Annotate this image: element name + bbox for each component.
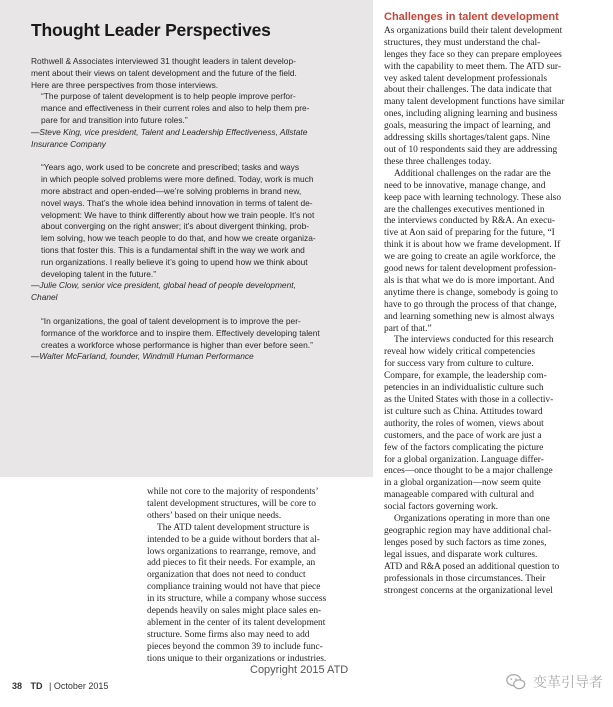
text-line: as the United States with those in a collectiv- [384,395,554,405]
text-line: intended to be a guide without borders that al- [147,534,320,545]
sidebar-attribution-3 [31,351,359,363]
left-paragraph-2 [147,523,362,666]
text-line: Chanel [31,292,58,303]
text-line: think it is about how we frame development. If [384,240,561,251]
text-line: als is that what we do is more important. And [384,275,555,286]
right-paragraph-2 [384,169,606,336]
text-line: organization that does not need to conduct [147,570,306,581]
text-line: few of the factors complicating the picture [384,442,544,453]
text-line: have to go through the process of that change, [384,299,557,310]
text-line: lenges they face so they can prepare employees [384,49,562,60]
text-line: Organizations operating in more than one [394,514,550,525]
text-line: pieces beyond the common 39 to include func- [147,641,323,652]
text-line: ATD and R&A posed an additional question to [384,561,560,572]
text-line: are the challenges executives mentioned in [384,204,545,215]
text-line: others’ based on their unique needs. [147,510,282,521]
text-line: tions unique to their organizations or industries. [147,653,327,664]
text-line: lenges posed by such factors as time zones, [384,537,547,548]
right-paragraph-1 [384,26,606,169]
text-line: in a global organization—now seem quite [384,478,541,489]
text-line: many talent development functions have similar [384,97,565,108]
text-line: Here are three perspectives from those interviews. [31,79,219,90]
right-paragraph-3 [384,335,606,514]
wechat-icon [505,671,527,693]
watermark [505,671,603,693]
text-line: “In organizations, the goal of talent development is to improve the per- [41,315,301,326]
text-line: authority, the roles of women, views about [384,418,544,429]
text-line: in its structure, while a company whose success [147,594,327,605]
text-line: —Steve King, vice president, Talent and Leadership Effectiveness, Allstate [31,126,308,137]
text-line: vey asked talent development professionals [384,73,547,84]
text-line: ment about their views on talent development and the future of the field. [31,67,297,78]
magazine-name: TD [30,681,43,691]
text-line: structures, they must understand the chal- [384,37,541,48]
sidebar-quote-1 [31,91,359,126]
text-line: depends heavily on sales might place sales en- [147,606,322,617]
sidebar-quote-3 [31,316,359,351]
text-line: Additional challenges on the radar are the [394,168,551,179]
text-line: formance of the workforce and to inspire them. Effectively developing talent [41,327,320,338]
text-line: about converging on the right answer; it’s about divergent thinking, prob- [41,221,310,232]
text-line: for a global organization. Language differ- [384,454,544,465]
text-line: petencies in an individualistic culture such [384,383,544,394]
text-line: geographic region may have additional chal- [384,525,552,536]
page-footer [12,681,108,691]
section-heading: Challenges in talent development [384,11,559,23]
text-line: velopment: We have to think differently about how we train people. It’s not [41,209,315,220]
text-line: reveal how widely critical competencies [384,347,535,358]
text-line: tive at Aon said of preparing for the future, “I [384,228,555,239]
text-line: anytime there is change, somebody is going to [384,287,558,298]
text-line: “Years ago, work used to be concrete and prescribed; tasks and ways [41,162,300,173]
text-line: As organizations build their talent development [384,25,563,36]
text-line: legal issues, and disparate work cultures. [384,549,538,560]
text-line: ablement in the center of its talent development [147,617,326,628]
text-line: professionals in those circumstances. Their [384,573,546,584]
sidebar-title: Thought Leader Perspectives [31,20,271,40]
text-line: ones, including aligning learning and business [384,109,558,120]
text-line: developing talent in the future.” [41,268,157,279]
thought-leader-sidebar [0,0,373,477]
text-line: these three challenges today. [384,156,492,167]
text-line: keep pace with learning technology. These also [384,192,562,203]
text-line: social factors governing work. [384,502,499,513]
text-line: need to be innovative, manage change, and [384,180,546,191]
text-line: good news for talent development profession- [384,264,557,275]
text-line: add pieces to fit their needs. For example, an [147,558,316,569]
text-line: The ATD talent development structure is [157,522,310,533]
right-paragraph-4 [384,514,606,597]
text-line: ences—once thought to be a major challenge [384,466,553,477]
right-column [384,12,606,597]
text-line: manageable compared with cultural and [384,490,534,501]
text-line: The interviews conducted for this research [394,335,554,346]
sidebar-intro [31,56,359,91]
text-line: Insurance Company [31,138,106,149]
text-line: run organizations. I really believe it’s going to upend how we think about [41,256,308,267]
sidebar-body [31,56,359,363]
sidebar-attribution-1 [31,127,359,151]
sidebar-attribution-2 [31,280,359,304]
sidebar-quote-2 [31,162,359,280]
text-line: structure. Some firms also may need to add [147,629,310,640]
copyright-notice: Copyright 2015 ATD [250,664,349,676]
text-line: and learning something new is almost always [384,311,555,322]
text-line: novel ways. That’s the whole idea behind innovation in terms of talent de- [41,197,313,208]
text-line: about their challenges. The data indicate that [384,85,552,96]
text-line: the interviews conducted by R&A. An execu- [384,216,556,227]
text-line: lem solving, how we teach people to do that, and how we create organiza- [41,233,316,244]
text-line: strongest concerns at the organizational level [384,585,553,596]
watermark-text: 变革引导者 [533,675,603,691]
text-line: customers, and the pace of work are just a [384,430,542,441]
text-line: compliance training would not have that piece [147,582,321,593]
text-line: part of that.” [384,323,432,334]
text-line: out of 10 respondents said they are addressing [384,144,558,155]
text-line: lows organizations to rearrange, remove, and [147,546,316,557]
text-line: with the capability to meet them. The ATD sur- [384,61,561,72]
page-number: 38 [12,681,23,691]
left-column [147,487,362,666]
text-line: —Walter McFarland, founder, Windmill Human Performance [31,351,254,362]
text-line: creates a workforce whose performance is higher than ever before seen.” [41,339,313,350]
text-line: ist culture such as China. Attitudes toward [384,406,543,417]
text-line: more abstract and open-ended—we’re solving problems in brand new, [41,185,302,196]
text-line: pare for and transition into future roles.” [41,114,188,125]
text-line: in which people solved problems were more defined. Today, work is much [41,174,314,185]
text-line: Compare, for example, the leadership com- [384,371,547,382]
text-line: “The purpose of talent development is to help people improve perfor- [41,91,296,102]
text-line: mance and effectiveness in their current roles and also to help them pre- [41,103,310,114]
text-line: —Julie Clow, senior vice president, global head of people development, [31,280,296,291]
text-line: we are going to create an agile workforce, the [384,252,556,263]
left-paragraph-1 [147,487,362,523]
text-line: addressing skills shortages/talent gaps. Nine [384,133,550,144]
text-line: talent development structures, will be core to [147,498,316,509]
text-line: goals, measuring the impact of learning, and [384,121,551,132]
text-line: tions that foster this. This is a fundamental shift in the way we work and [41,244,305,255]
issue-date: | October 2015 [49,681,109,691]
text-line: for success vary from culture to culture. [384,359,534,370]
text-line: Rothwell & Associates interviewed 31 thought leaders in talent develop- [31,56,296,66]
text-line: while not core to the majority of respondents’ [147,487,319,497]
